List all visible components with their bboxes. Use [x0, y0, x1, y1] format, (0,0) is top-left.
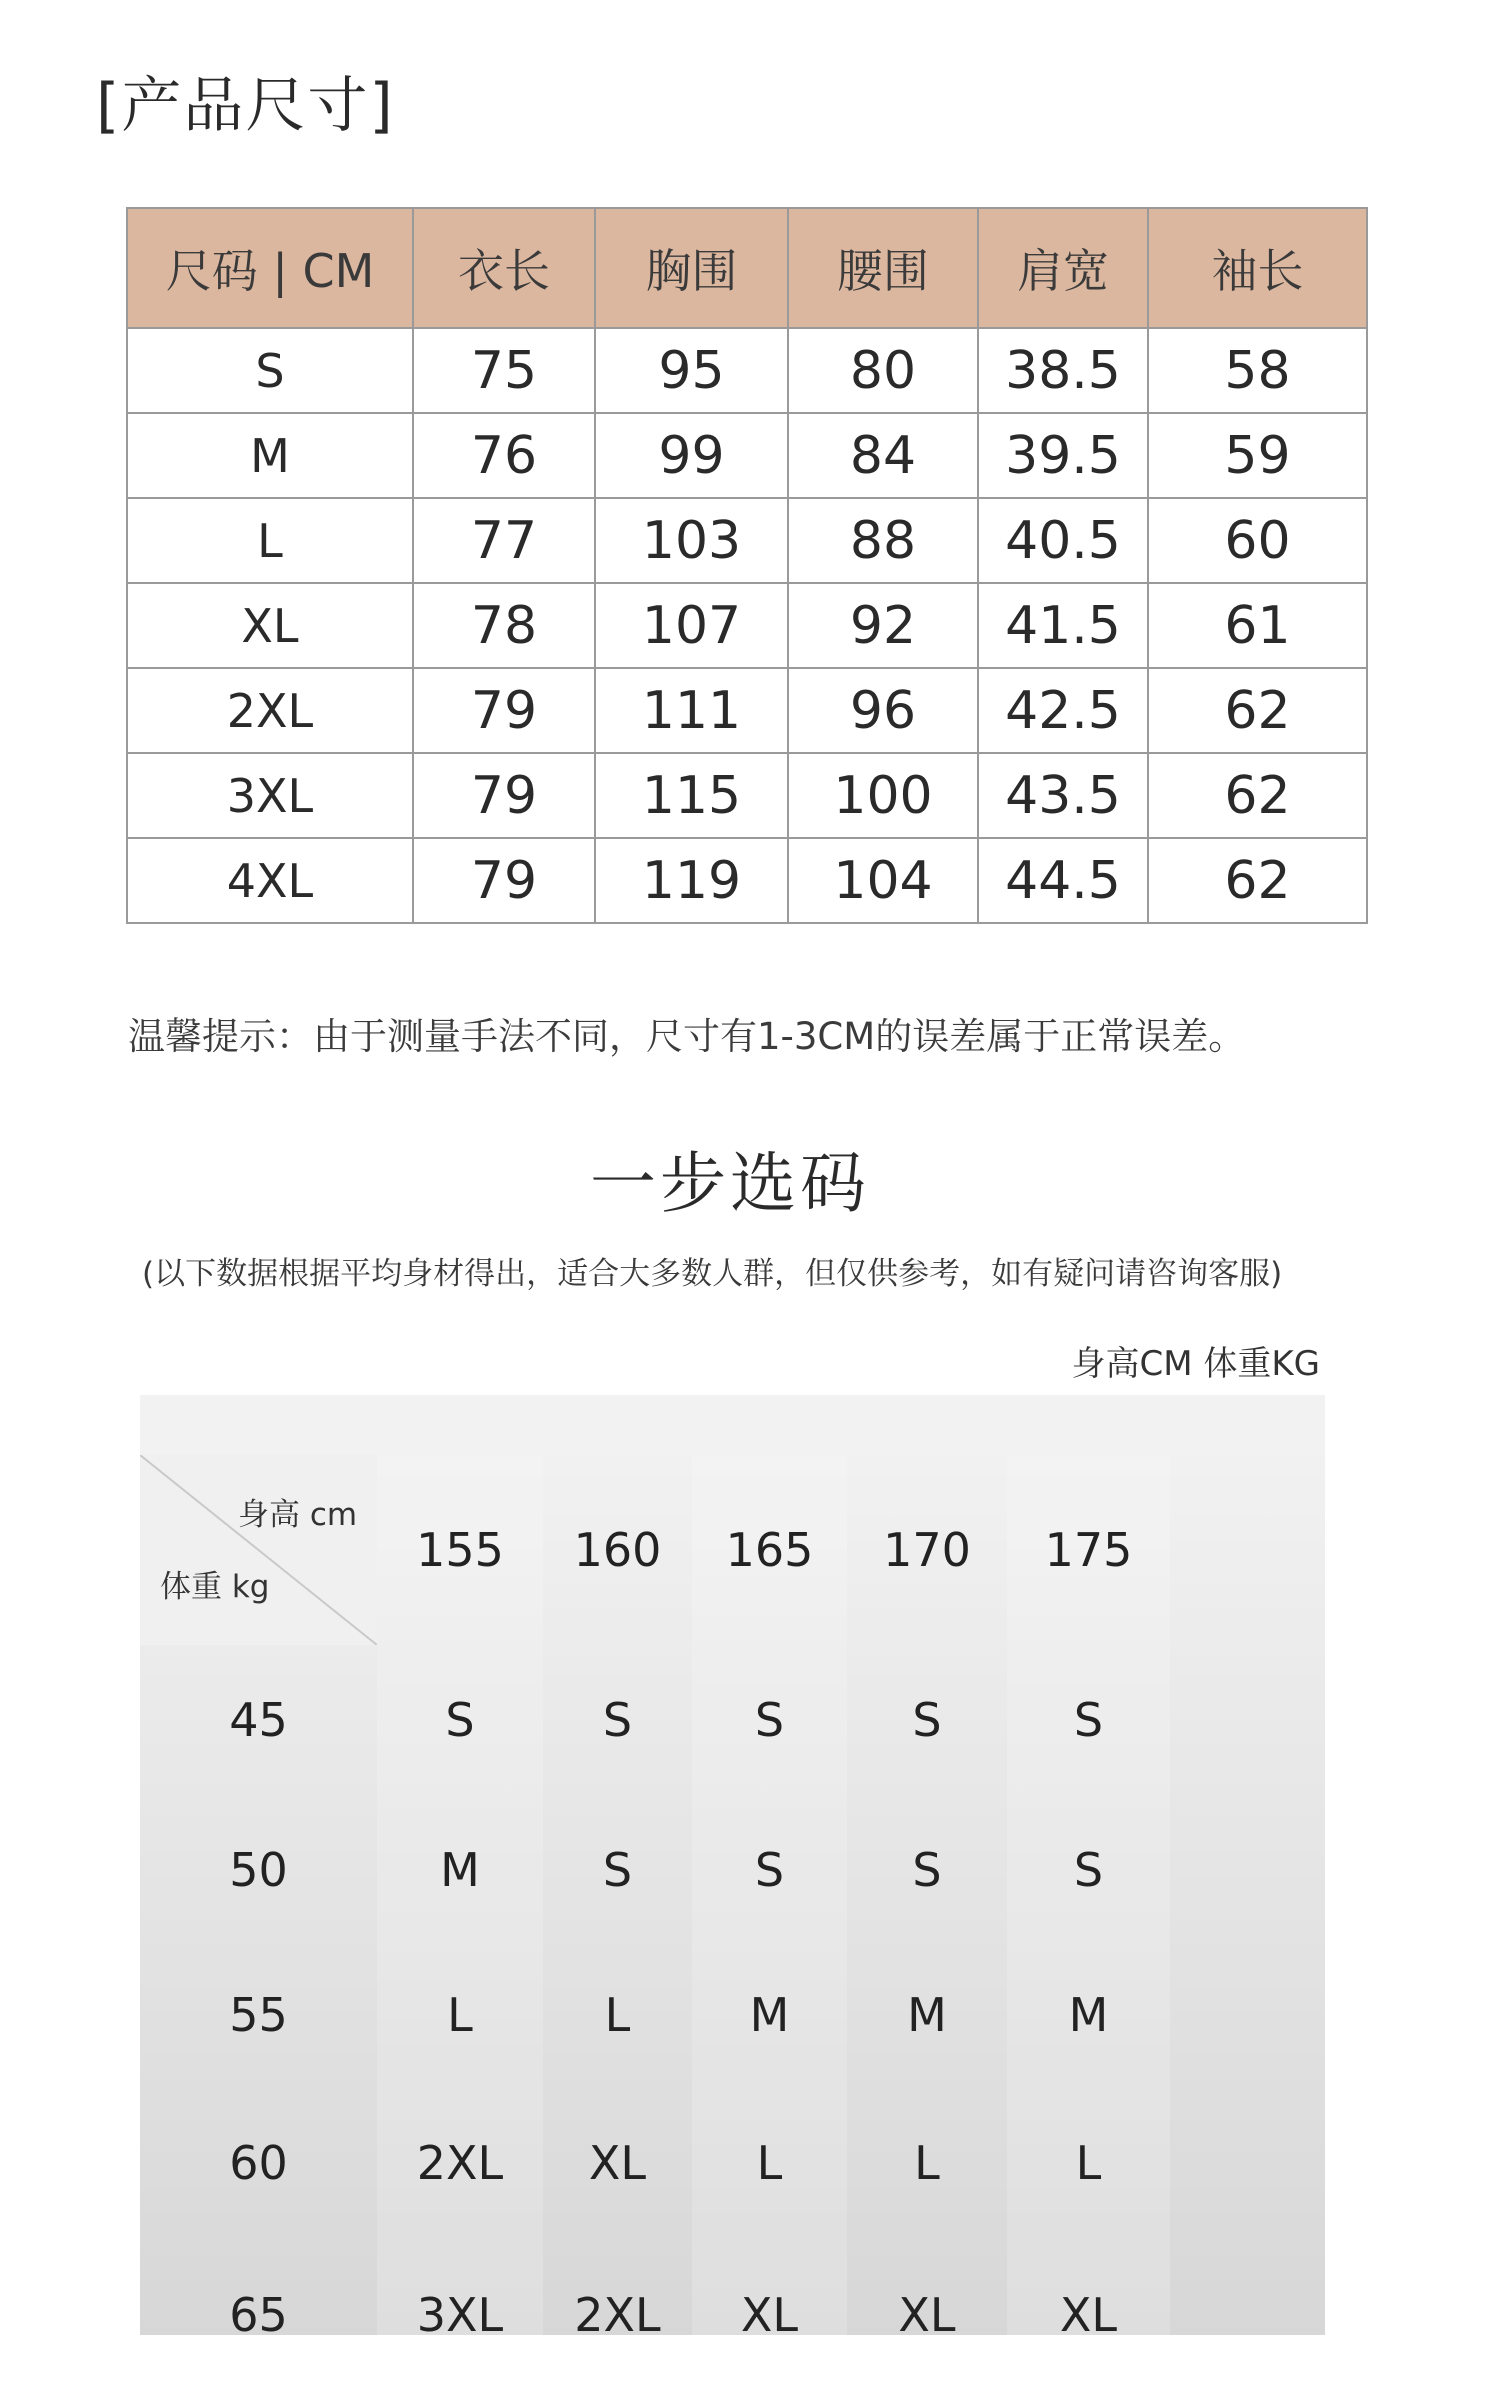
size-table-row — [127, 328, 1367, 413]
recommended-size-cell: S — [912, 1693, 942, 1747]
corner-diagonal — [140, 1455, 377, 1645]
measurement-cell: 79 — [413, 838, 595, 923]
size-select-grid — [140, 1395, 1325, 2342]
recommended-size-cell: S — [912, 1842, 942, 1897]
weight-row-label: 45 — [229, 1693, 288, 1747]
recommended-size-cell: 2XL — [416, 2135, 504, 2190]
corner-weight-label: 体重 kg — [160, 1569, 270, 1605]
recommended-size-cell: M — [749, 1987, 790, 2042]
measurement-cell: 38.5 — [978, 328, 1148, 413]
measurement-cell: 79 — [413, 668, 595, 753]
recommended-size-cell: M — [907, 1987, 947, 2042]
recommended-size-cell: L — [914, 2135, 940, 2190]
size-table-row — [127, 838, 1367, 923]
recommended-size-cell: S — [1073, 1842, 1104, 1897]
size-table-row — [127, 668, 1367, 753]
measurement-cell: 40.5 — [978, 498, 1148, 583]
measurement-tip: 温馨提示：由于测量手法不同，尺寸有1-3CM的误差属于正常误差。 — [128, 1015, 1246, 1058]
size-label-cell: S — [127, 328, 413, 413]
measurement-cell: 62 — [1148, 838, 1367, 923]
unit-label: 身高CM 体重KG — [1071, 1344, 1320, 1384]
recommended-size-cell: 3XL — [416, 2288, 504, 2342]
recommended-size-cell: XL — [588, 2135, 647, 2190]
measurement-cell: 75 — [413, 328, 595, 413]
measurement-cell: 88 — [788, 498, 978, 583]
size-label-cell: M — [127, 413, 413, 498]
measurement-cell: 78 — [413, 583, 595, 668]
size-table-row — [127, 583, 1367, 668]
measurement-cell: 80 — [788, 328, 978, 413]
size-label-cell: 2XL — [127, 668, 413, 753]
size-label-cell: 4XL — [127, 838, 413, 923]
recommended-size-cell: L — [447, 1987, 473, 2042]
size-table-header-cell: 尺码 | CM — [127, 208, 413, 328]
measurement-cell: 41.5 — [978, 583, 1148, 668]
recommended-size-cell: L — [604, 1987, 631, 2042]
recommended-size-cell: S — [445, 1693, 475, 1747]
measurement-cell: 58 — [1148, 328, 1367, 413]
size-table-header — [127, 208, 1367, 328]
measurement-cell: 100 — [788, 753, 978, 838]
size-label-cell: XL — [127, 583, 413, 668]
measurement-cell: 43.5 — [978, 753, 1148, 838]
grid-corner-cell — [140, 1455, 377, 1645]
size-table-header-cell: 胸围 — [595, 208, 788, 328]
height-header-cell: 170 — [883, 1523, 971, 1577]
measurement-cell: 119 — [595, 838, 788, 923]
size-table-row — [127, 413, 1367, 498]
height-header-cell: 160 — [573, 1523, 662, 1577]
recommended-size-cell: L — [756, 2135, 783, 2190]
measurement-cell: 115 — [595, 753, 788, 838]
weight-row-label: 65 — [229, 2288, 288, 2342]
corner-height-label: 身高 cm — [238, 1497, 358, 1533]
measurement-cell: 104 — [788, 838, 978, 923]
measurement-cell: 61 — [1148, 583, 1367, 668]
measurement-cell: 77 — [413, 498, 595, 583]
recommended-size-cell: S — [754, 1693, 785, 1747]
measurement-cell: 99 — [595, 413, 788, 498]
measurement-cell: 111 — [595, 668, 788, 753]
recommended-size-cell: XL — [1059, 2288, 1118, 2342]
measurement-cell: 60 — [1148, 498, 1367, 583]
measurement-cell: 62 — [1148, 753, 1367, 838]
recommended-size-cell: S — [1073, 1693, 1104, 1747]
section-title: [产品尺寸] — [96, 71, 395, 141]
recommended-size-cell: S — [754, 1842, 785, 1897]
measurement-cell: 92 — [788, 583, 978, 668]
measurement-cell: 76 — [413, 413, 595, 498]
measurement-cell: 103 — [595, 498, 788, 583]
height-header-cell: 175 — [1044, 1523, 1133, 1577]
measurement-cell: 96 — [788, 668, 978, 753]
recommended-size-cell: S — [602, 1693, 633, 1747]
measurement-cell: 84 — [788, 413, 978, 498]
recommended-size-cell: XL — [898, 2288, 956, 2342]
size-select-title: 一步选码 — [590, 1145, 870, 1222]
recommended-size-cell: M — [440, 1842, 480, 1897]
size-table-row — [127, 498, 1367, 583]
recommended-size-cell: XL — [740, 2288, 799, 2342]
size-table-header-cell: 腰围 — [788, 208, 978, 328]
recommended-size-cell: S — [602, 1842, 633, 1897]
measurement-cell: 39.5 — [978, 413, 1148, 498]
measurement-cell: 42.5 — [978, 668, 1148, 753]
size-table-header-cell: 衣长 — [413, 208, 595, 328]
height-header-cell: 165 — [725, 1523, 814, 1577]
size-label-cell: L — [127, 498, 413, 583]
size-label-cell: 3XL — [127, 753, 413, 838]
measurement-cell: 44.5 — [978, 838, 1148, 923]
measurement-cell: 62 — [1148, 668, 1367, 753]
measurement-cell: 95 — [595, 328, 788, 413]
size-table — [126, 207, 1368, 924]
measurement-cell: 107 — [595, 583, 788, 668]
measurement-cell: 79 — [413, 753, 595, 838]
recommended-size-cell: L — [1075, 2135, 1102, 2190]
measurement-cell: 59 — [1148, 413, 1367, 498]
size-table-header-cell: 袖长 — [1148, 208, 1367, 328]
height-header-cell: 155 — [416, 1523, 504, 1577]
grid-top-strip — [140, 1395, 1325, 1455]
recommended-size-cell: 2XL — [574, 2288, 661, 2342]
size-table-row — [127, 753, 1367, 838]
weight-row-label: 60 — [229, 2135, 288, 2190]
disclaimer-note: (以下数据根据平均身材得出，适合大多数人群，但仅供参考，如有疑问请咨询客服) — [142, 1256, 1283, 1292]
size-table-header-cell: 肩宽 — [978, 208, 1148, 328]
weight-row-label: 55 — [229, 1987, 288, 2042]
weight-row-label: 50 — [229, 1842, 288, 1897]
recommended-size-cell: M — [1068, 1987, 1109, 2042]
